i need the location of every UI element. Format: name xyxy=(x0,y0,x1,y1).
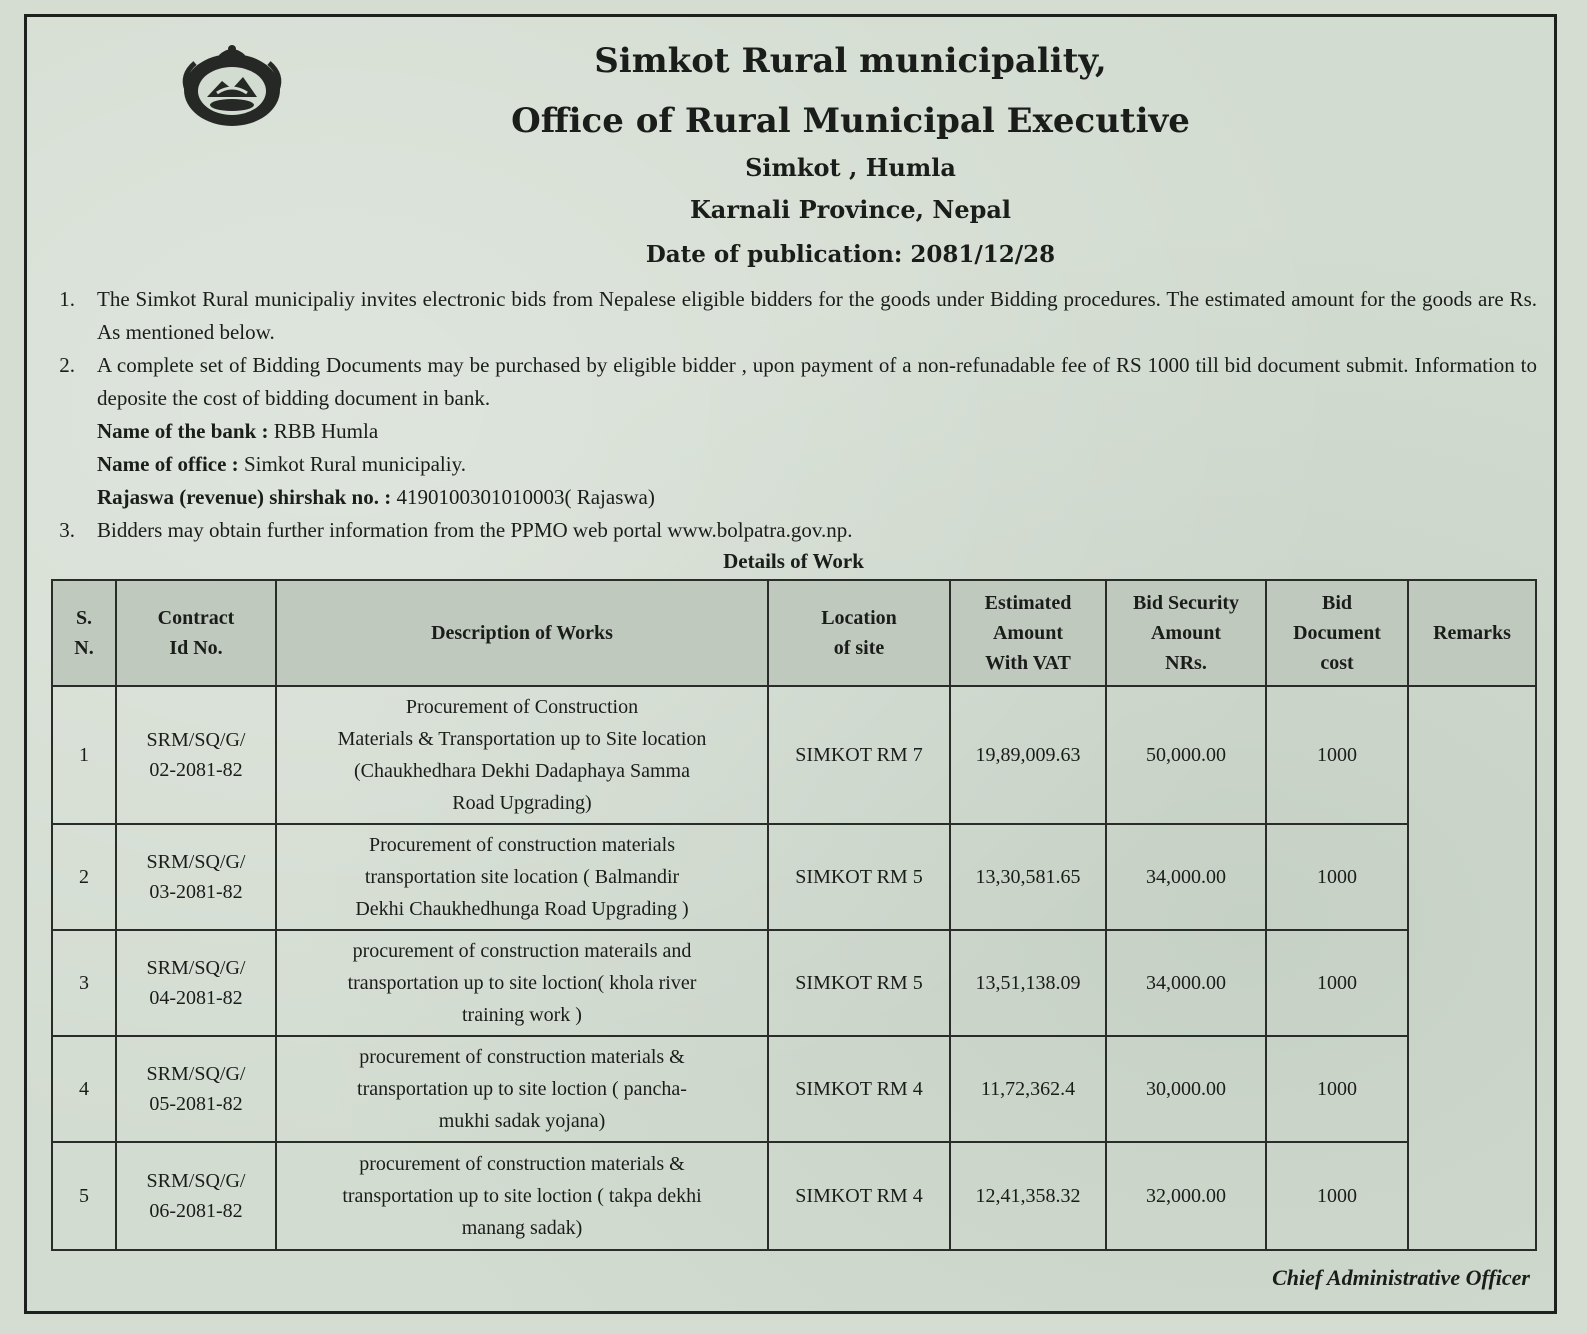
table-row xyxy=(52,1036,1536,1142)
bank-name-label: Name of the bank : xyxy=(97,419,269,443)
cell-bid-document-cost: 1000 xyxy=(1266,1142,1408,1250)
works-table xyxy=(51,579,1537,1251)
cell-bid-security: 32,000.00 xyxy=(1106,1142,1266,1250)
cell-bid-security: 30,000.00 xyxy=(1106,1036,1266,1142)
header-contract-id: Contract Id No. xyxy=(116,580,276,686)
cell-contract-id: SRM/SQ/G/ 06-2081-82 xyxy=(116,1142,276,1250)
office-name-label: Name of office : xyxy=(97,452,239,476)
details-of-work-title: Details of Work xyxy=(723,549,864,573)
table-row xyxy=(52,1142,1536,1250)
heading-province: Karnali Province, Nepal xyxy=(689,195,1012,224)
heading-municipality: Simkot Rural municipality, xyxy=(594,41,1107,81)
header-description: Description of Works xyxy=(276,580,768,686)
paragraph-number: 2. xyxy=(59,353,75,377)
cell-description: procurement of construction materails and transportation up to site loction( khola river training work ) xyxy=(276,930,768,1036)
header-sn: S. N. xyxy=(52,580,116,686)
cell-contract-id: SRM/SQ/G/ 04-2081-82 xyxy=(116,930,276,1036)
cell-contract-id: SRM/SQ/G/ 03-2081-82 xyxy=(116,824,276,930)
cell-remarks xyxy=(1408,686,1536,1250)
paragraph-2 xyxy=(47,349,1537,415)
paragraph-text: The Simkot Rural municipaliy invites electronic bids from Nepalese eligible bidders for the goods under Bidding procedures. The estimated amount for the goods are Rs. As mentioned below. xyxy=(97,287,1537,344)
cell-description: Procurement of Construction Materials & Transportation up to Site location (Chaukhedhara Dekhi Dadaphaya Samma Road Upgrading) xyxy=(276,686,768,824)
cell-contract-id: SRM/SQ/G/ 05-2081-82 xyxy=(116,1036,276,1142)
notice-frame xyxy=(24,14,1557,1314)
cell-sn: 3 xyxy=(52,930,116,1036)
bank-name-line xyxy=(47,415,1537,448)
cell-location: SIMKOT RM 4 xyxy=(768,1142,950,1250)
cell-location: SIMKOT RM 5 xyxy=(768,824,950,930)
table-row xyxy=(52,824,1536,930)
heading-office: Office of Rural Municipal Executive xyxy=(511,101,1190,141)
table-row xyxy=(52,686,1536,824)
table-header-row xyxy=(52,580,1536,686)
cell-sn: 4 xyxy=(52,1036,116,1142)
cell-bid-security: 34,000.00 xyxy=(1106,824,1266,930)
header-bid-security: Bid Security Amount NRs. xyxy=(1106,580,1266,686)
cell-bid-document-cost: 1000 xyxy=(1266,930,1408,1036)
office-name-value: Simkot Rural municipaliy. xyxy=(243,452,466,476)
table-row xyxy=(52,930,1536,1036)
cell-bid-security: 34,000.00 xyxy=(1106,930,1266,1036)
cell-bid-document-cost: 1000 xyxy=(1266,1036,1408,1142)
paragraph-3 xyxy=(47,514,1537,547)
cell-estimated-amount: 13,51,138.09 xyxy=(950,930,1106,1036)
paragraph-number: 1. xyxy=(59,287,75,311)
signature-title: Chief Administrative Officer xyxy=(1272,1265,1530,1290)
cell-estimated-amount: 13,30,581.65 xyxy=(950,824,1106,930)
cell-location: SIMKOT RM 5 xyxy=(768,930,950,1036)
rajaswa-label: Rajaswa (revenue) shirshak no. : xyxy=(97,485,392,509)
cell-estimated-amount: 11,72,362.4 xyxy=(950,1036,1106,1142)
paragraph-number: 3. xyxy=(59,518,75,542)
paragraph-text: A complete set of Bidding Documents may be purchased by eligible bidder , upon payment of a non-refunadable fee of RS 1000 till bid document submit. Information to deposite the cost of bidding document in bank. xyxy=(97,353,1537,410)
notice-body xyxy=(47,283,1537,547)
cell-location: SIMKOT RM 7 xyxy=(768,686,950,824)
cell-bid-document-cost: 1000 xyxy=(1266,686,1408,824)
paragraph-1 xyxy=(47,283,1537,349)
cell-contract-id: SRM/SQ/G/ 02-2081-82 xyxy=(116,686,276,824)
bank-name-value: RBB Humla xyxy=(273,419,379,443)
cell-estimated-amount: 19,89,009.63 xyxy=(950,686,1106,824)
cell-description: Procurement of construction materials transportation site location ( Balmandir Dekhi Chaukhedhunga Road Upgrading ) xyxy=(276,824,768,930)
cell-description: procurement of construction materials & transportation up to site loction ( takpa dekhi manang sadak) xyxy=(276,1142,768,1250)
cell-sn: 2 xyxy=(52,824,116,930)
cell-estimated-amount: 12,41,358.32 xyxy=(950,1142,1106,1250)
cell-bid-document-cost: 1000 xyxy=(1266,824,1408,930)
header-remarks: Remarks xyxy=(1408,580,1536,686)
cell-bid-security: 50,000.00 xyxy=(1106,686,1266,824)
paragraph-text: Bidders may obtain further information from the PPMO web portal www.bolpatra.gov.np. xyxy=(97,518,853,542)
cell-sn: 1 xyxy=(52,686,116,824)
cell-location: SIMKOT RM 4 xyxy=(768,1036,950,1142)
heading-publication-date: Date of publication: 2081/12/28 xyxy=(645,241,1056,268)
office-name-line xyxy=(47,448,1537,481)
rajaswa-line xyxy=(47,481,1537,514)
cell-sn: 5 xyxy=(52,1142,116,1250)
heading-location: Simkot , Humla xyxy=(745,153,956,182)
cell-description: procurement of construction materials & transportation up to site loction ( pancha- mukhi sadak yojana) xyxy=(276,1036,768,1142)
header-bid-document-cost: Bid Document cost xyxy=(1266,580,1408,686)
header-estimated-amount: Estimated Amount With VAT xyxy=(950,580,1106,686)
header-location: Location of site xyxy=(768,580,950,686)
rajaswa-value: 4190100301010003( Rajaswa) xyxy=(396,485,655,509)
